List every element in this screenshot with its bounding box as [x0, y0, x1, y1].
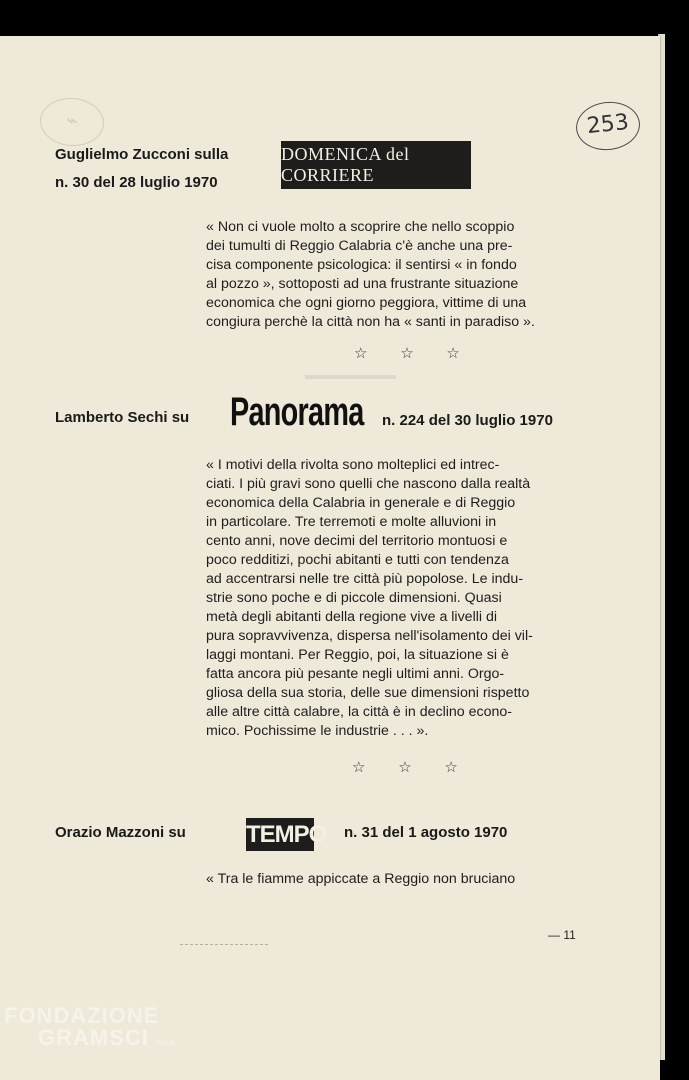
entry3-author: Orazio Mazzoni su — [55, 824, 186, 841]
tempo-masthead: TEMPO — [246, 818, 314, 851]
entry2-quote — [206, 456, 584, 741]
quote-line: « I motivi della rivolta sono molteplici ed intrec- — [206, 457, 500, 473]
entry3-issue: n. 31 del 1 agosto 1970 — [344, 824, 508, 841]
domenica-corriere-masthead: DOMENICA del CORRIERE — [281, 141, 471, 189]
quote-line: fatta ancora più pesante negli ultimi anni. Orgo- — [206, 666, 505, 682]
entry2-author: Lamberto Sechi su — [55, 409, 190, 426]
watermark-line1: FONDAZIONE — [4, 1003, 160, 1028]
quote-line: ciati. I più gravi sono quelli che nascono dalla realtà — [206, 476, 531, 492]
entry2-issue: n. 224 del 30 luglio 1970 — [382, 412, 553, 429]
panorama-masthead: Panorama — [230, 390, 364, 434]
quote-line: « Non ci vuole molto a scoprire che nello scoppio — [206, 219, 515, 235]
page-number: — 11 — [548, 928, 576, 942]
quote-line: « Tra le fiamme appiccate a Reggio non bruciano — [206, 871, 516, 887]
quote-line: dei tumulti di Reggio Calabria c'è anche una pre- — [206, 238, 513, 254]
faint-archive-stamp: ⌁ — [38, 96, 105, 148]
quote-line: cento anni, nove decimi del territorio montuosi e — [206, 533, 508, 549]
section-separator: ☆ ☆ ☆ — [354, 344, 474, 362]
quote-line: cisa componente psicologica: il sentirsi « in fondo — [206, 257, 517, 273]
quote-line: in particolare. Tre terremoti e molte alluvioni in — [206, 514, 497, 530]
quote-line: gliosa della sua storia, delle sue dimensioni rispetto — [206, 685, 530, 701]
entry1-author: Guglielmo Zucconi sulla — [55, 146, 229, 163]
document-page — [0, 36, 660, 1080]
quote-line: metà degli abitanti della regione vive a livelli di — [206, 609, 498, 625]
quote-line: economica della Calabria in generale e di Reggio — [206, 495, 516, 511]
quote-line: ad accentrarsi nelle tre città più popolose. Le indu- — [206, 571, 524, 587]
show-through-text: ▬▬▬▬▬▬▬ — [305, 367, 396, 382]
entry1-issue: n. 30 del 28 luglio 1970 — [55, 174, 218, 191]
quote-line: laggi montani. Per Reggio, poi, la situazione si è — [206, 647, 509, 663]
watermark-line2 — [4, 1027, 175, 1054]
entry1-quote — [206, 218, 584, 332]
quote-line: poco redditizi, pochi abitanti e tutti con tendenza — [206, 552, 509, 568]
quote-line: mico. Pochissime le industrie . . . ». — [206, 723, 429, 739]
section-separator: ☆ ☆ ☆ — [352, 758, 472, 776]
quote-line: alle altre città calabre, la città è in declino econo- — [206, 704, 512, 720]
quote-line: strie sono poche e di piccole dimensioni. Quasi — [206, 590, 502, 606]
quote-line: al pozzo », sottoposti ad una frustrante situazione — [206, 276, 519, 292]
fondazione-gramsci-watermark — [4, 1005, 175, 1054]
archive-stamp-number: 253 — [574, 99, 643, 153]
entry3-quote — [206, 870, 584, 889]
divider — [180, 944, 268, 945]
quote-line: congiura perchè la città non ha « santi in paradiso ». — [206, 314, 535, 330]
quote-line: economica che ogni giorno peggiora, vittime di una — [206, 295, 527, 311]
watermark-line2-text: GRAMSCI — [38, 1025, 149, 1050]
watermark-small: onlus — [156, 1038, 176, 1047]
quote-line: pura sopravvivenza, dispersa nell'isolamento dei vil- — [206, 628, 533, 644]
